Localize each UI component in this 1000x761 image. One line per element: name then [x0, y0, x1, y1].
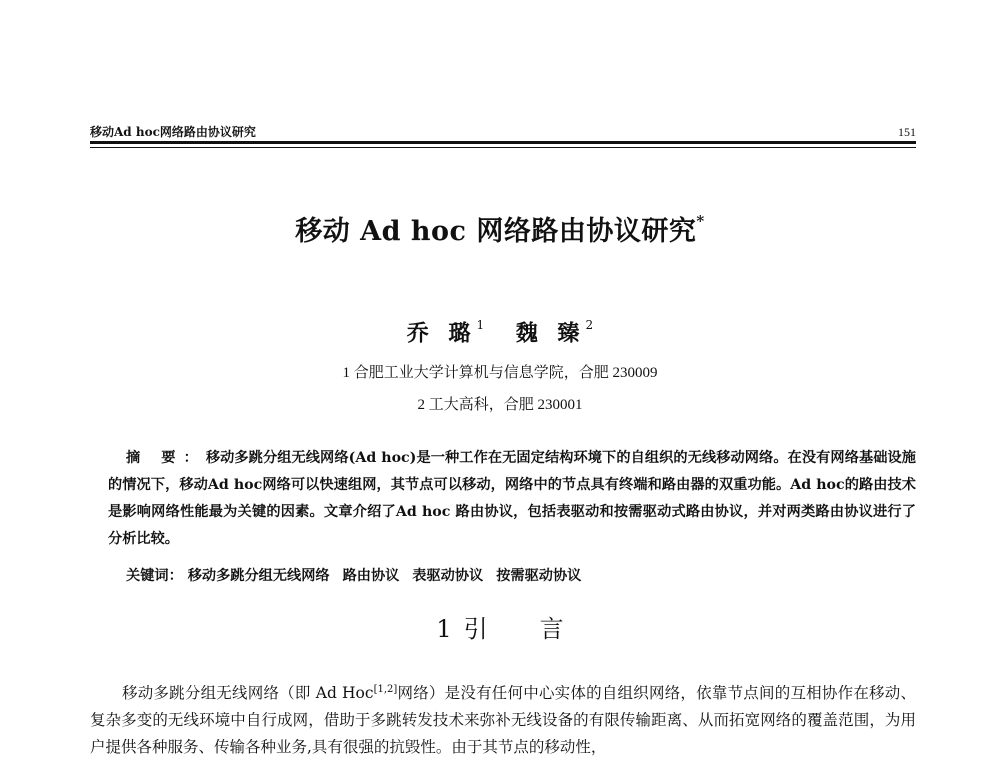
- body-text: [90, 676, 916, 761]
- author-1: [407, 313, 484, 348]
- header-rule-thick: [90, 141, 916, 144]
- keyword-3: 表驱动协议: [412, 568, 484, 584]
- author-2: [516, 313, 593, 348]
- abstract-text: 移动多跳分组无线网络(Ad hoc)是一种工作在无固定结构环境下的自组织的无线移动网络。在没有网络基础设施的情况下，移动Ad hoc网络可以快速组网，其节点可以移动，网络中的节点具有终端和路由器的双重功能。Ad hoc的路由技术是影响网络性能最为关键的因素。文章介绍了Ad hoc 路由协议，包括表驱动和按需驱动式路由协议，并对两类路由协议进行了分析比较。: [108, 450, 916, 547]
- affiliation-1: 1 合肥工业大学计算机与信息学院，合肥 230009: [342, 365, 658, 381]
- abstract: [108, 445, 916, 553]
- paper-title-text: 移动 Ad hoc 网络路由协议研究: [295, 216, 697, 247]
- paragraph-1: [90, 676, 916, 761]
- paragraph-1-rest: 网络）是没有任何中心实体的自组织网络，依靠节点间的互相协作在移动、复杂多变的无线环境中自行成网，借助于多跳转发技术来弥补无线设备的有限传输距离、从而拓宽网络的覆盖范围，为用户提供各种服务、传输各种业务,具有很强的抗毁性。由于其节点的移动性，: [90, 684, 916, 757]
- keyword-4: 按需驱动协议: [496, 568, 582, 584]
- abstract-label: 摘 要：: [126, 450, 206, 466]
- keyword-1: 移动多跳分组无线网络: [187, 568, 330, 584]
- author-2-affiliation-ref: 2: [585, 318, 594, 332]
- keyword-2: 路由协议: [342, 568, 400, 584]
- author-2-name: 魏 臻: [515, 320, 586, 347]
- running-head-title: 移动Ad hoc网络路由协议研究: [90, 125, 256, 139]
- paper-title: [0, 206, 1000, 251]
- keywords: [126, 564, 916, 588]
- page-number: 151: [898, 125, 916, 139]
- title-footnote-mark: *: [696, 212, 705, 230]
- section-title-part-1: 引: [463, 615, 488, 643]
- keywords-label: 关键词：: [126, 568, 183, 584]
- affiliation-2: 2 工大高科，合肥 230001: [417, 397, 583, 413]
- author-list: [0, 313, 1000, 348]
- paragraph-1-start: 移动多跳分组无线网络（即 Ad Hoc: [122, 684, 374, 703]
- citation-ref: [1,2]: [373, 684, 398, 695]
- author-1-affiliation-ref: 1: [476, 318, 485, 332]
- section-number: 1: [436, 615, 452, 643]
- section-title-part-2: 言: [539, 615, 564, 643]
- section-heading-introduction: [0, 612, 1000, 646]
- header-rule-thin: [90, 147, 916, 148]
- running-head: [90, 124, 916, 142]
- author-1-name: 乔 璐: [406, 320, 477, 347]
